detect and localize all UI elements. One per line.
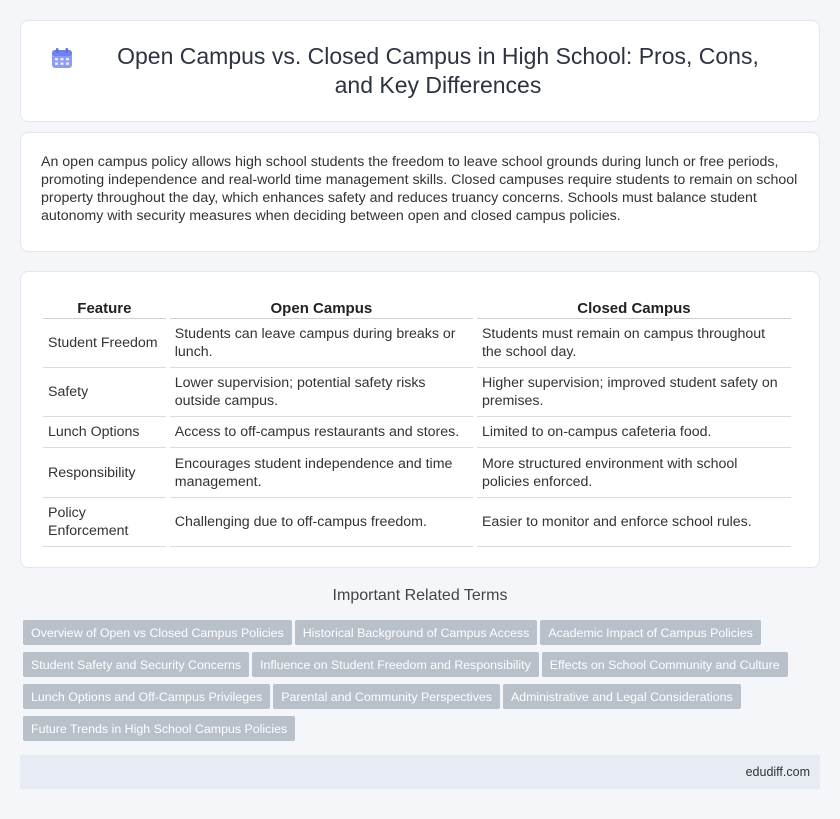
related-terms-title: Important Related Terms [332, 587, 508, 604]
table-row [43, 417, 791, 448]
related-term-tag[interactable]: Historical Background of Campus Access [295, 620, 538, 645]
page-title: Open Campus vs. Closed Campus in High School: Pros, Cons, and Key Differences [117, 43, 759, 98]
open-campus-cell: Encourages student independence and time management. [170, 448, 473, 498]
related-term-tag[interactable]: Student Safety and Security Concerns [23, 652, 249, 677]
intro-card [20, 132, 820, 252]
header-card [20, 20, 820, 122]
closed-campus-cell: Limited to on-campus cafeteria food. [477, 417, 791, 448]
related-term-tag[interactable]: Administrative and Legal Considerations [503, 684, 741, 709]
closed-campus-cell: Higher supervision; improved student safety on premises. [477, 368, 791, 417]
related-term-tag[interactable]: Academic Impact of Campus Policies [540, 620, 761, 645]
comparison-card [20, 271, 820, 568]
open-campus-cell: Access to off-campus restaurants and stores. [170, 417, 473, 448]
feature-cell: Safety [43, 368, 166, 417]
footer [20, 755, 820, 789]
intro-paragraph: An open campus policy allows high school students the freedom to leave school grounds during lunch or free periods, promoting independence and real-world time management skills. Closed campuses require students to remain on school property throughout the day, which enhances safety and reduces truancy concerns. Schools must balance student autonomy with security measures when deciding between open and closed campus policies. [41, 154, 798, 224]
related-term-tag[interactable]: Effects on School Community and Culture [542, 652, 788, 677]
related-term-tag[interactable]: Parental and Community Perspectives [273, 684, 500, 709]
related-term-tag[interactable]: Future Trends in High School Campus Policies [23, 716, 295, 741]
feature-cell: Lunch Options [43, 417, 166, 448]
table-header-row [43, 292, 791, 319]
table-row [43, 319, 791, 368]
table-row [43, 498, 791, 547]
header-feature: Feature [43, 292, 166, 319]
comparison-table [39, 292, 795, 547]
feature-cell: Policy Enforcement [43, 498, 166, 547]
related-term-tag[interactable]: Influence on Student Freedom and Responsibility [252, 652, 539, 677]
open-campus-cell: Challenging due to off-campus freedom. [170, 498, 473, 547]
open-campus-cell: Lower supervision; potential safety risks outside campus. [170, 368, 473, 417]
feature-cell: Student Freedom [43, 319, 166, 368]
related-term-tag[interactable]: Overview of Open vs Closed Campus Policies [23, 620, 292, 645]
site-name[interactable]: edudiff.com [745, 765, 810, 779]
related-term-tag[interactable]: Lunch Options and Off-Campus Privileges [23, 684, 270, 709]
header-open-campus: Open Campus [170, 292, 473, 319]
closed-campus-cell: Easier to monitor and enforce school rules. [477, 498, 791, 547]
feature-cell: Responsibility [43, 448, 166, 498]
table-row [43, 448, 791, 498]
open-campus-cell: Students can leave campus during breaks or lunch. [170, 319, 473, 368]
closed-campus-cell: Students must remain on campus throughout the school day. [477, 319, 791, 368]
table-row [43, 368, 791, 417]
closed-campus-cell: More structured environment with school policies enforced. [477, 448, 791, 498]
related-terms-list [23, 620, 803, 748]
header-closed-campus: Closed Campus [477, 292, 791, 319]
